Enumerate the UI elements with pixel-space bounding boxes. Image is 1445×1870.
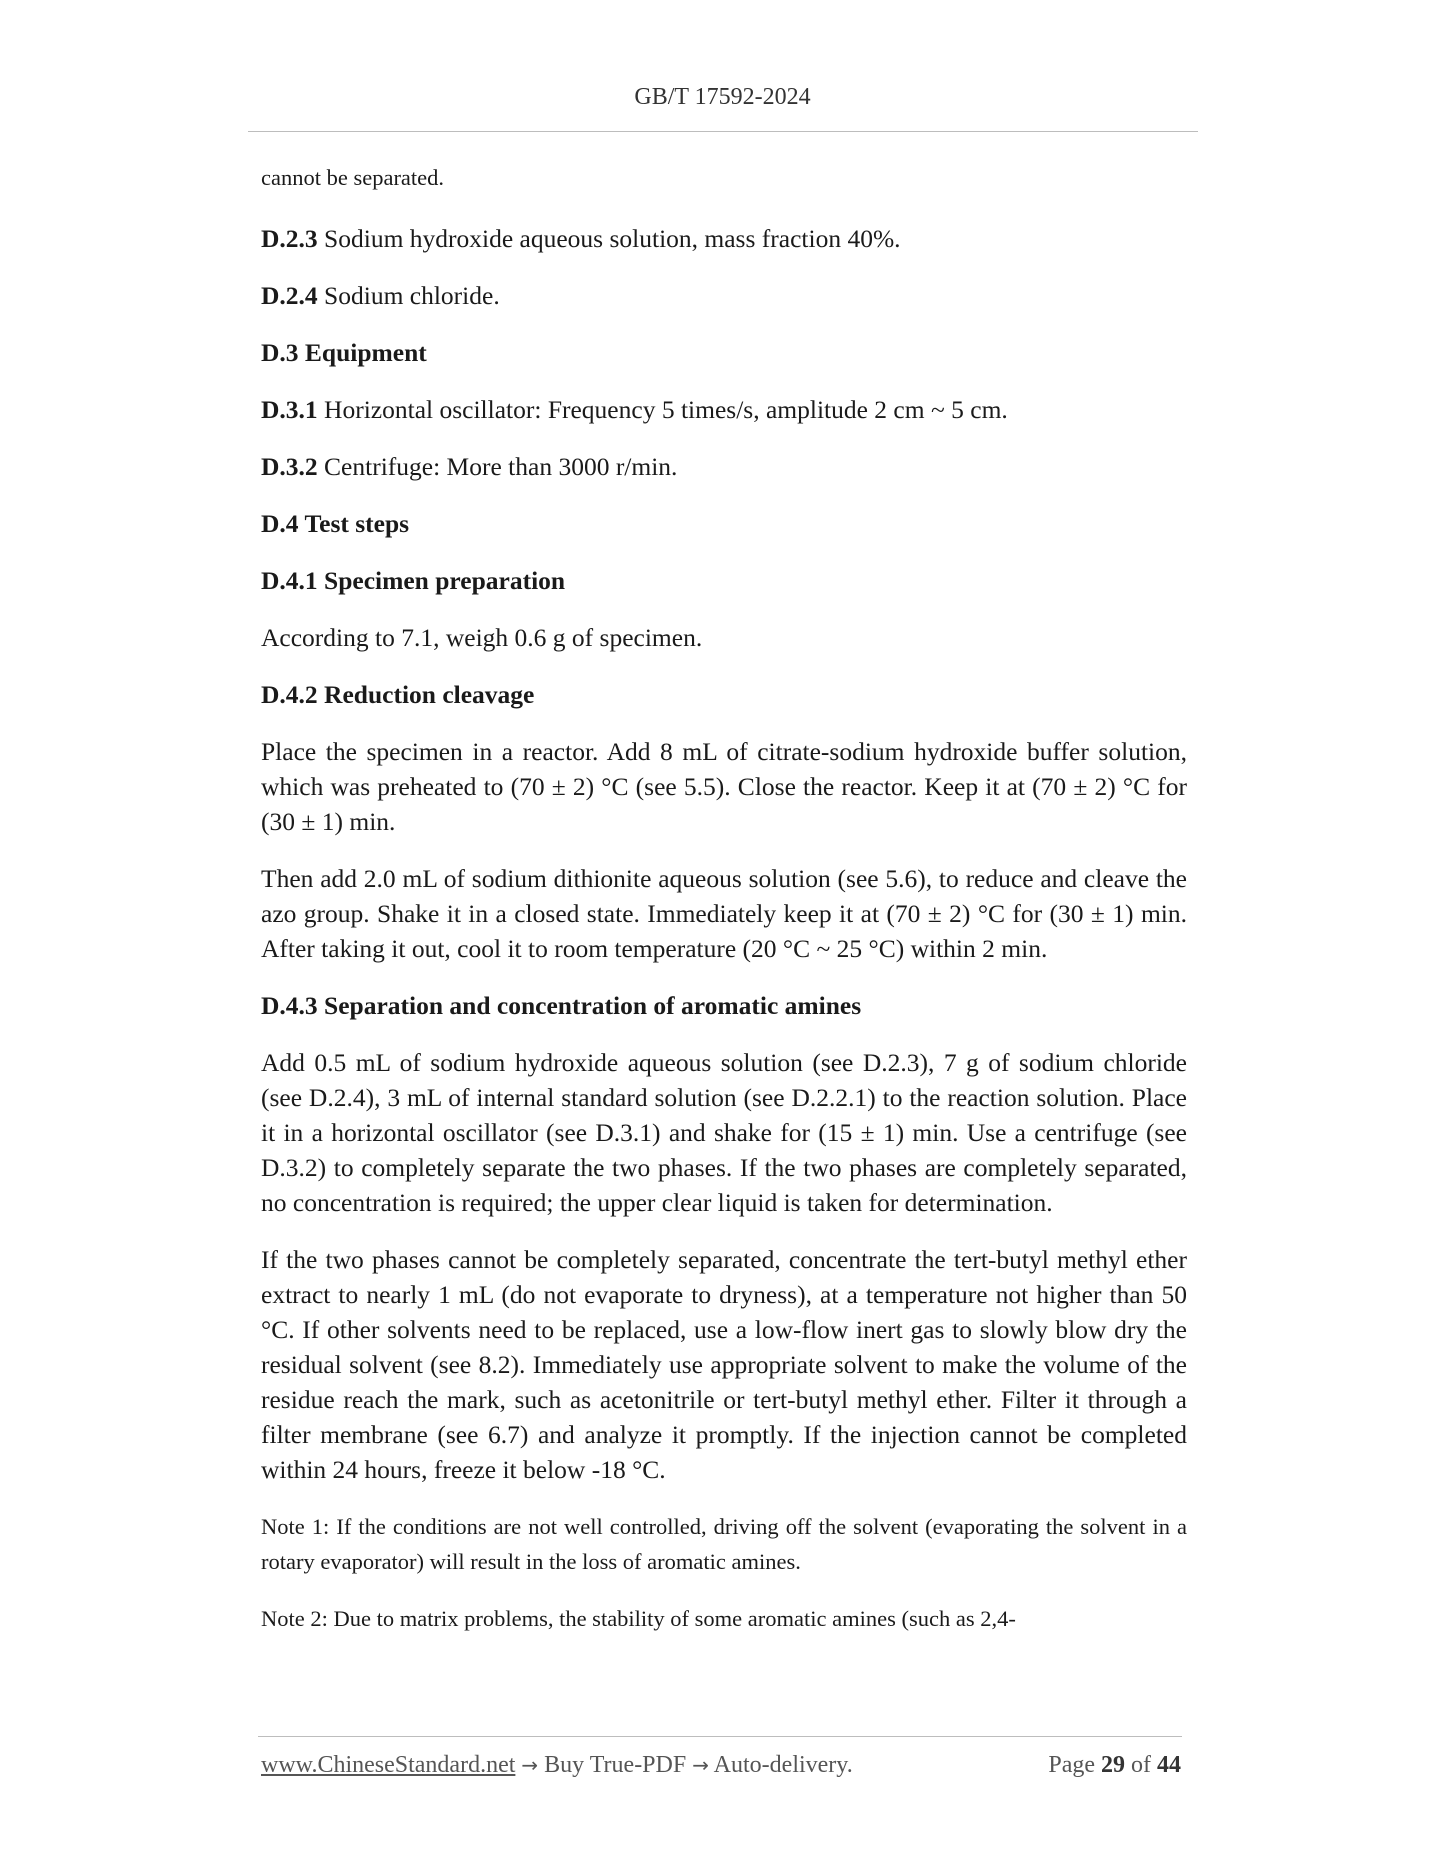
arrow-right-icon: → <box>692 1753 709 1777</box>
auto-delivery-text: Auto-delivery. <box>713 1752 853 1778</box>
page-total: 44 <box>1157 1752 1181 1778</box>
continued-text: cannot be separated. <box>261 165 445 190</box>
clause-d23 <box>261 221 1187 256</box>
paragraph-d42-2: Then add 2.0 mL of sodium dithionite aqueous solution (see 5.6), to reduce and cleave the azo group. Shake it in a closed state. Immediately keep it at (70 ± 2) °C for (30 ± 1) min. After taking it out, cool it to room temperature (20 °C ~ 25 °C) within 2 min. <box>261 864 1187 963</box>
section-heading-d43: D.4.3 Separation and concentration of aromatic amines <box>261 991 862 1020</box>
arrow-right-icon: → <box>521 1753 539 1777</box>
page-label: Page <box>1048 1752 1095 1778</box>
page-current: 29 <box>1101 1752 1125 1778</box>
paragraph-d43-1: Add 0.5 mL of sodium hydroxide aqueous solution (see D.2.3), 7 g of sodium chloride (see D.2.4), 3 mL of internal standard solution (see D.2.2.1) to the reaction solution. Place it in a horizontal oscillator (see D.3.1) and shake for (15 ± 1) min. Use a centrifuge (see D.3.2) to completely separate the two phases. If the two phases are completely separated, no concentration is required; the upper clear liquid is taken for determination. <box>261 1048 1187 1217</box>
note-2: Note 2: Due to matrix problems, the stability of some aromatic amines (such as 2,4- <box>261 1606 1016 1631</box>
page-number <box>1048 1752 1181 1779</box>
section-heading-d42: D.4.2 Reduction cleavage <box>261 680 535 709</box>
clause-number: D.2.4 <box>261 281 318 310</box>
of-label: of <box>1131 1752 1151 1778</box>
section-heading-d4: D.4 Test steps <box>261 509 410 538</box>
paragraph-d42-1: Place the specimen in a reactor. Add 8 mL of citrate-sodium hydroxide buffer solution, which was preheated to (70 ± 2) °C (see 5.5). Close the reactor. Keep it at (70 ± 2) °C for (30 ± 1) min. <box>261 737 1187 836</box>
paragraph-d43-2: If the two phases cannot be completely separated, concentrate the tert-butyl methyl ether extract to nearly 1 mL (do not evaporate to dryness), at a temperature not higher than 50 °C. If other solvents need to be replaced, use a low-flow inert gas to slowly blow dry the residual solvent (see 8.2). Immediately use appropriate solvent to make the volume of the residue reach the mark, such as acetonitrile or tert-butyl methyl ether. Filter it through a filter membrane (see 6.7) and analyze it promptly. If the injection cannot be completed within 24 hours, freeze it below -18 °C. <box>261 1245 1187 1484</box>
note-1: Note 1: If the conditions are not well controlled, driving off the solvent (evaporating the solvent in a rotary evaporator) will result in the loss of aromatic amines. <box>261 1514 1187 1574</box>
clause-d32 <box>261 449 1187 484</box>
clause-text: Horizontal oscillator: Frequency 5 times/s, amplitude 2 cm ~ 5 cm. <box>317 395 1008 424</box>
clause-text: Sodium chloride. <box>317 281 500 310</box>
footer-links <box>261 1752 853 1779</box>
section-heading-d41: D.4.1 Specimen preparation <box>261 566 566 595</box>
website-link[interactable]: www.ChineseStandard.net <box>261 1752 516 1778</box>
section-heading-d3: D.3 Equipment <box>261 338 427 367</box>
footer-divider <box>258 1736 1182 1737</box>
clause-number: D.3.1 <box>261 395 318 424</box>
clause-d24 <box>261 278 1187 313</box>
clause-text: Sodium hydroxide aqueous solution, mass fraction 40%. <box>317 224 901 253</box>
clause-number: D.2.3 <box>261 224 318 253</box>
paragraph-d41: According to 7.1, weigh 0.6 g of specimen. <box>261 623 703 652</box>
page-header-standard-code: GB/T 17592-2024 <box>634 84 811 110</box>
clause-d31 <box>261 392 1187 427</box>
buy-true-pdf-text: Buy True-PDF <box>544 1752 687 1778</box>
clause-number: D.3.2 <box>261 452 318 481</box>
clause-text: Centrifuge: More than 3000 r/min. <box>317 452 678 481</box>
header-divider <box>248 131 1198 132</box>
document-body <box>261 160 1187 1636</box>
